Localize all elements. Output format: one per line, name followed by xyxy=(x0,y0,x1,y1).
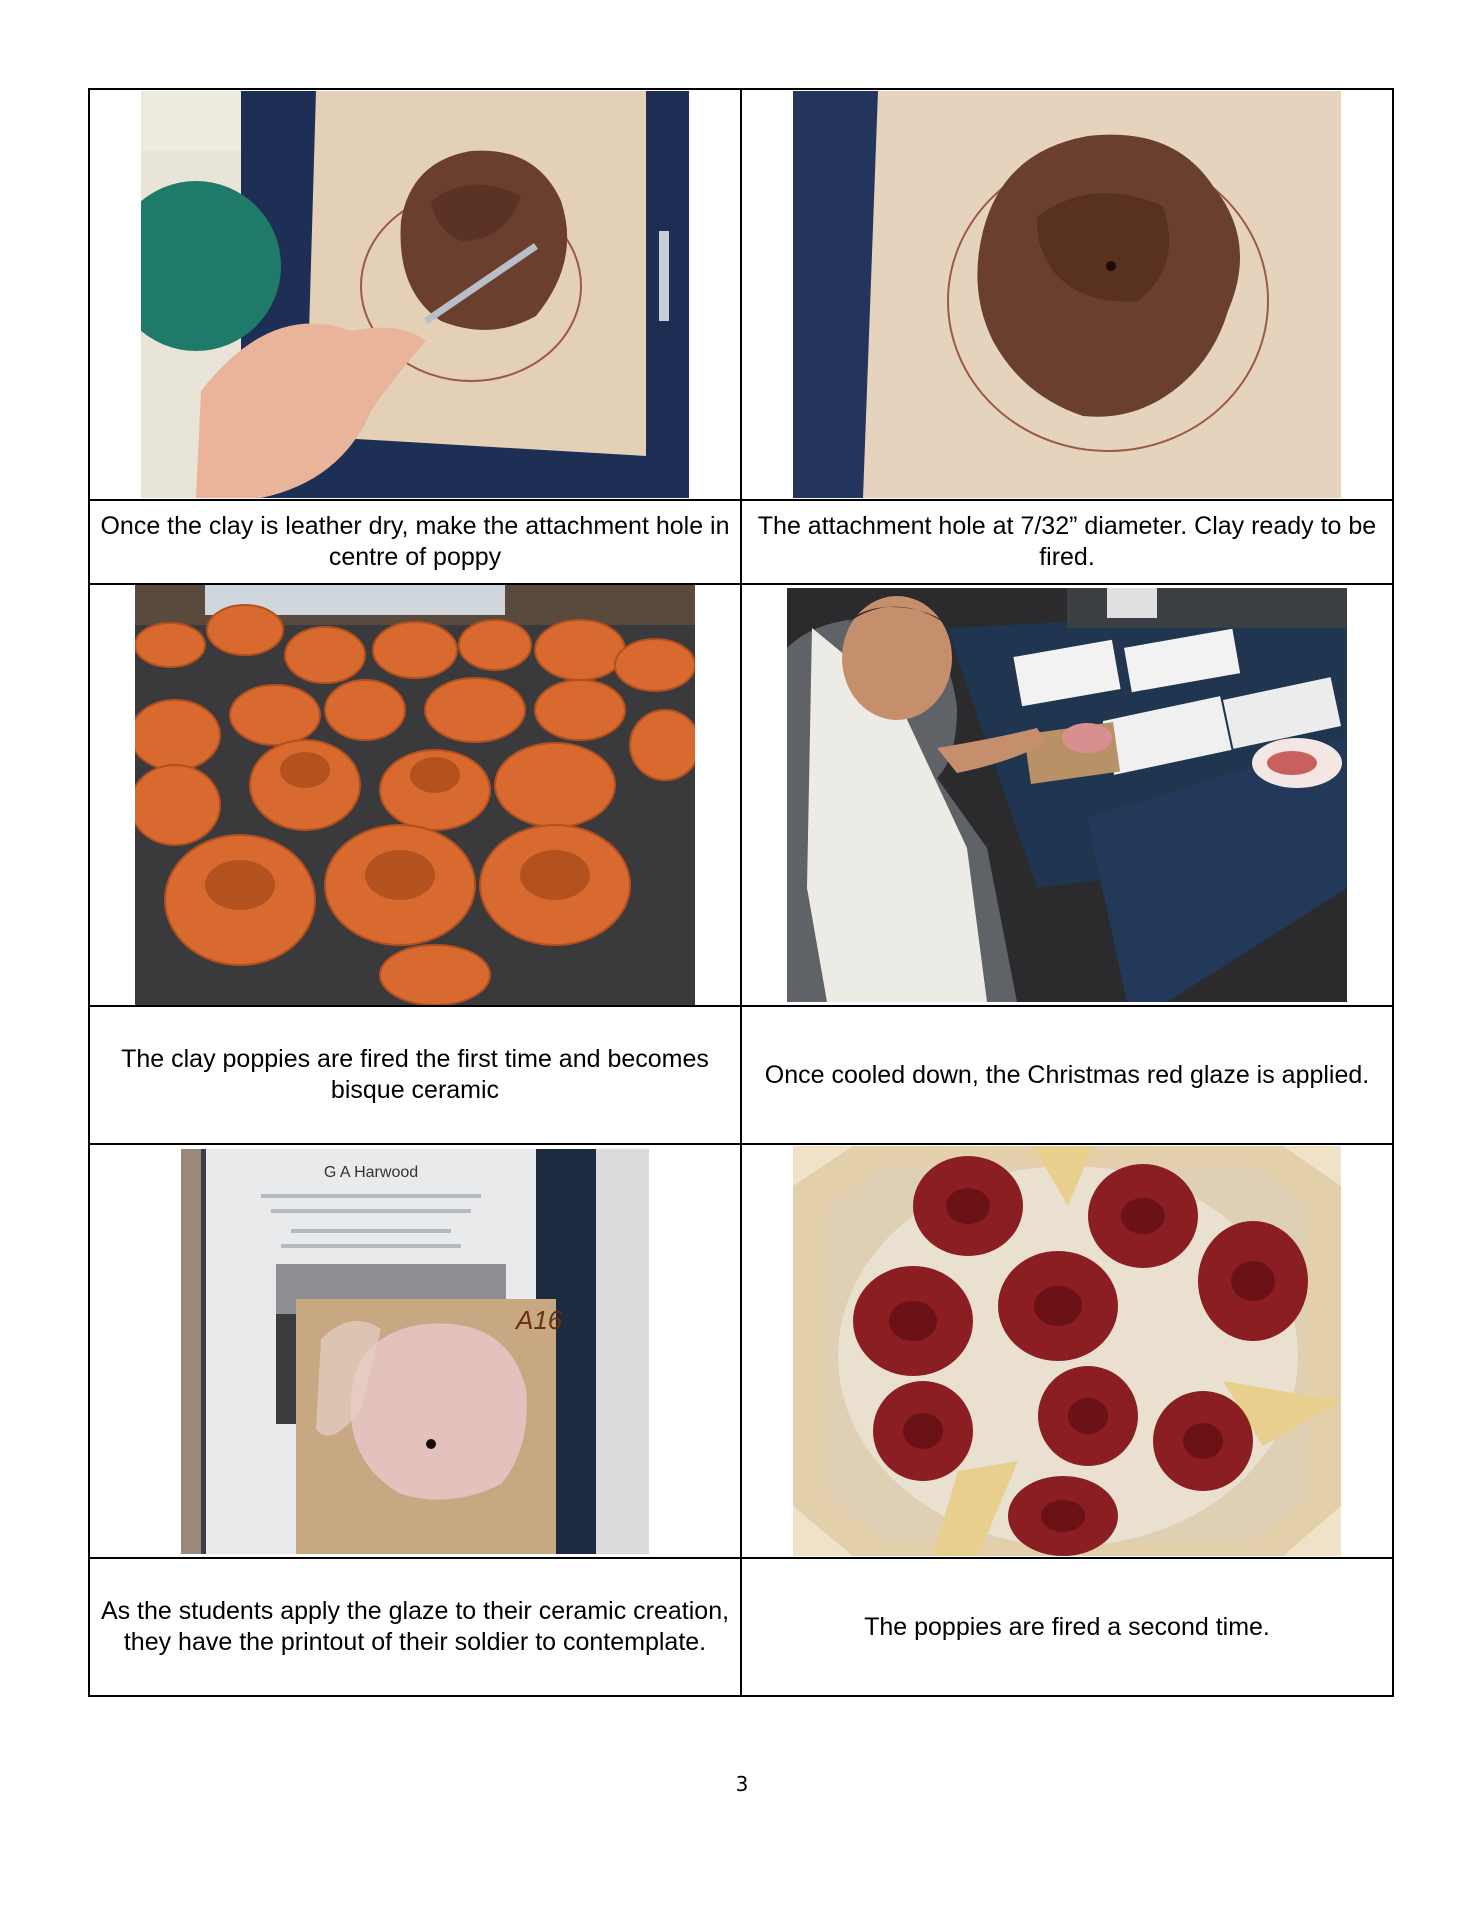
photo-cell-3-right xyxy=(741,1144,1393,1558)
clay-poppy-hole-photo xyxy=(793,91,1341,498)
photo-row-2 xyxy=(89,584,1393,1006)
caption-row-3 xyxy=(89,1558,1393,1696)
photo-cell-2-left xyxy=(89,584,741,1006)
photo-caption-table xyxy=(88,88,1394,1697)
caption-1-left: Once the clay is leather dry, make the attachment hole in centre of poppy xyxy=(89,500,741,584)
printout-name: G A Harwood xyxy=(323,1163,419,1181)
caption-3-left: As the students apply the glaze to their ceramic creation, they have the printout of their soldier to contemplate. xyxy=(89,1558,741,1696)
photo-row-1 xyxy=(89,89,1393,500)
caption-3-right: The poppies are fired a second time. xyxy=(741,1558,1393,1696)
bisque-poppies-photo xyxy=(135,585,695,1005)
caption-2-right: Once cooled down, the Christmas red glaze is applied. xyxy=(741,1006,1393,1144)
printout-label: A16 xyxy=(516,1304,563,1335)
photo-cell-3-left xyxy=(89,1144,741,1558)
photo-row-3 xyxy=(89,1144,1393,1558)
photo-cell-1-right xyxy=(741,89,1393,500)
clay-poppy-drill-photo xyxy=(141,91,689,498)
page-number: 3 xyxy=(735,1772,749,1796)
student-glazing-photo xyxy=(787,588,1347,1002)
photo-cell-2-right xyxy=(741,584,1393,1006)
caption-1-right: The attachment hole at 7/32” diameter. Clay ready to be fired. xyxy=(741,500,1393,584)
kiln-red-poppies-photo xyxy=(793,1146,1341,1556)
soldier-printout-poppy-photo xyxy=(181,1149,649,1554)
caption-2-left: The clay poppies are fired the first time and becomes bisque ceramic xyxy=(89,1006,741,1144)
photo-cell-1-left xyxy=(89,89,741,500)
caption-row-2 xyxy=(89,1006,1393,1144)
caption-row-1 xyxy=(89,500,1393,584)
